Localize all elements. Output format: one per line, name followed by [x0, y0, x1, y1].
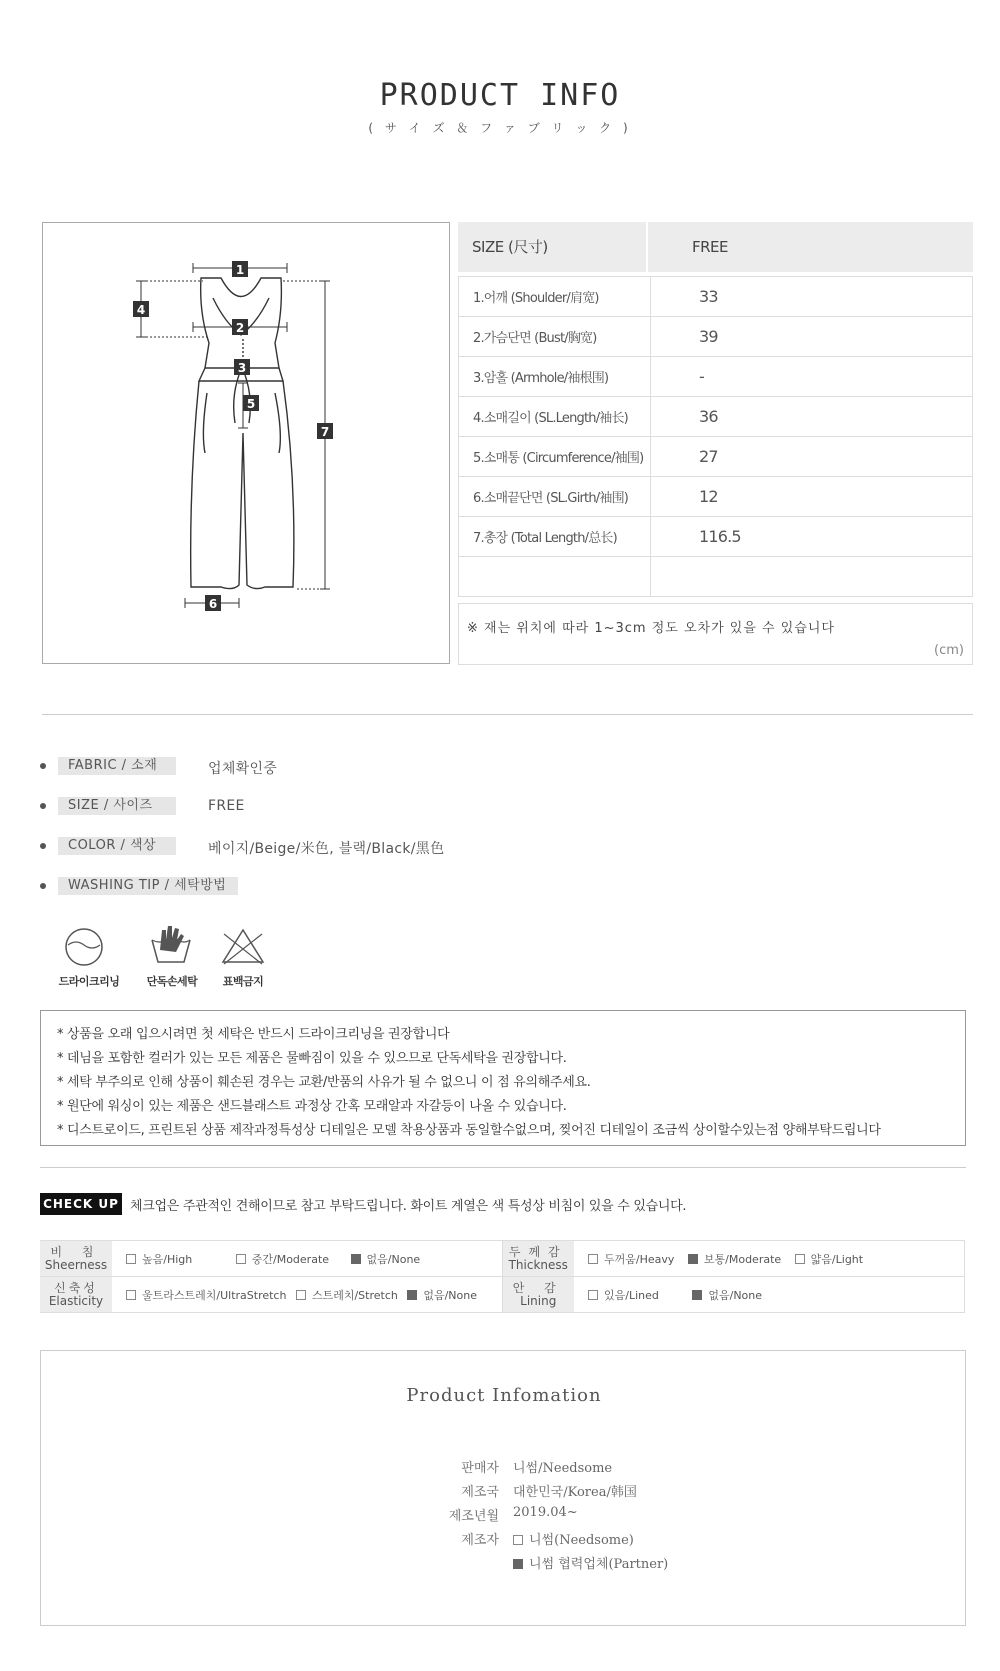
checkbox-icon	[588, 1290, 598, 1300]
option-label: 스트레치/Stretch	[311, 1288, 398, 1302]
table-row	[459, 357, 973, 397]
table-row	[459, 437, 973, 477]
table-row	[459, 477, 973, 517]
marker-6: 6	[208, 597, 218, 611]
elasticity-options	[112, 1277, 502, 1313]
bullet-icon	[40, 883, 46, 889]
option-moderate	[688, 1251, 781, 1267]
option-light	[795, 1251, 863, 1267]
seller-label: 판매자	[461, 1461, 499, 1476]
product-information-box	[40, 1350, 966, 1626]
table-row	[459, 397, 973, 437]
size-header-label: SIZE (尺寸)	[458, 222, 648, 272]
checkup-table	[40, 1240, 965, 1313]
jumpsuit-illustration	[43, 223, 451, 665]
measurement-unit: (cm)	[934, 643, 964, 658]
size-label	[459, 557, 651, 597]
dry-clean-icon	[62, 925, 106, 973]
checkup-text: 체크업은 주관적인 견해이므로 참고 부탁드립니다. 화이트 계열은 색 특성상 비침이 있을 수 있습니다.	[130, 1199, 687, 1214]
size-label: 3.암홀 (Armhole/袖根围)	[459, 357, 651, 397]
care-note: * 세탁 부주의로 인해 상품이 훼손된 경우는 교환/반품의 사유가 될 수 없으니 이 점 유의해주세요.	[57, 1075, 591, 1090]
table-row	[459, 317, 973, 357]
bullet-icon	[40, 803, 46, 809]
checkbox-checked-icon	[692, 1290, 702, 1300]
elasticity-label-kr: 신축성	[54, 1280, 98, 1295]
elasticity-label-en: Elasticity	[48, 1293, 104, 1308]
maker-label: 제조자	[461, 1533, 499, 1548]
fabric-value: 업체확인중	[208, 761, 278, 777]
color-tag: COLOR / 색상	[58, 837, 176, 855]
lining-options	[574, 1277, 965, 1313]
size-label: 1.어깨 (Shoulder/肩宽)	[459, 277, 651, 317]
option-none	[692, 1287, 762, 1303]
hand-wash-icon	[148, 922, 194, 972]
option-label: 울트라스트레치/UltraStretch	[142, 1288, 287, 1302]
size-header-value: FREE	[692, 238, 729, 256]
checkbox-icon	[126, 1254, 136, 1264]
option-none	[351, 1251, 421, 1267]
sheerness-options	[112, 1241, 502, 1277]
option-stretch	[296, 1287, 398, 1303]
marker-2: 2	[235, 321, 245, 335]
maker-option-label: 니썸(Needsome)	[529, 1533, 634, 1548]
elasticity-label	[40, 1277, 112, 1313]
marker-1: 1	[235, 263, 245, 277]
size-label: 2.가슴단면 (Bust/胸宽)	[459, 317, 651, 357]
checkbox-checked-icon	[688, 1254, 698, 1264]
table-row	[459, 277, 973, 317]
checkbox-checked-icon	[351, 1254, 361, 1264]
marker-5: 5	[246, 397, 256, 411]
page-subtitle: ( サ イ ズ ＆ フ ァ ブ リ ッ ク )	[368, 121, 632, 135]
size-value: 36	[651, 397, 973, 437]
marker-4: 4	[136, 303, 146, 317]
sheerness-label-kr: 비 침	[50, 1244, 102, 1259]
bullet-icon	[40, 763, 46, 769]
size-value-text: FREE	[208, 798, 245, 814]
maker-option-2	[513, 1553, 668, 1572]
divider	[42, 714, 973, 715]
checkbox-icon	[126, 1290, 136, 1300]
size-value: 12	[651, 477, 973, 517]
divider	[40, 1167, 966, 1168]
care-note: * 상품을 오래 입으시려면 첫 세탁은 반드시 드라이크리닝을 권장합니다	[57, 1027, 450, 1042]
country-value: 대한민국/Korea/韩国	[513, 1485, 637, 1500]
option-lined	[588, 1287, 659, 1303]
no-bleach-label: 표백금지	[222, 975, 264, 988]
thickness-label-en: Thickness	[508, 1257, 568, 1272]
washing-tip-tag: WASHING TIP / 세탁방법	[58, 877, 238, 895]
option-label: 두꺼움/Heavy	[604, 1252, 675, 1266]
checkbox-icon	[588, 1254, 598, 1264]
size-table	[458, 276, 973, 597]
care-note: * 데님을 포함한 컬러가 있는 모든 제품은 물빠짐이 있을 수 있으므로 단독세탁을 권장합니다.	[57, 1051, 567, 1066]
size-label: 4.소매길이 (SL.Length/袖长)	[459, 397, 651, 437]
option-heavy	[588, 1251, 674, 1267]
no-bleach-icon	[220, 926, 266, 970]
option-label: 보통/Moderate	[703, 1252, 782, 1266]
size-value: 116.5	[651, 517, 973, 557]
product-information-title: Product Infomation	[406, 1385, 602, 1406]
checkup-badge: CHECK UP	[40, 1193, 122, 1215]
table-row	[40, 1277, 965, 1313]
option-label: 얇음/Light	[810, 1252, 864, 1266]
fabric-tag: FABRIC / 소재	[58, 757, 176, 775]
checkbox-icon	[795, 1254, 805, 1264]
table-row	[40, 1241, 965, 1277]
size-table-header	[458, 222, 973, 272]
size-tag: SIZE / 사이즈	[58, 797, 176, 815]
option-moderate	[236, 1251, 329, 1267]
size-value: 33	[651, 277, 973, 317]
option-label: 없음/None	[423, 1288, 477, 1302]
checkbox-icon	[296, 1290, 306, 1300]
thickness-options	[574, 1241, 965, 1277]
option-none	[407, 1287, 477, 1303]
dry-clean-label: 드라이크리닝	[58, 975, 120, 988]
size-label: 5.소매통 (Circumference/袖围)	[459, 437, 651, 477]
maker-option-label: 니썸 협력업체(Partner)	[529, 1557, 669, 1572]
sheerness-label	[40, 1241, 112, 1277]
option-high	[126, 1251, 192, 1267]
size-label: 6.소매끝단면 (SL.Girth/袖围)	[459, 477, 651, 517]
page-title: PRODUCT INFO	[379, 78, 621, 113]
thickness-label	[502, 1241, 574, 1277]
date-value: 2019.04~	[513, 1505, 578, 1520]
checkbox-checked-icon	[407, 1290, 417, 1300]
sheerness-label-en: Sheerness	[44, 1257, 108, 1272]
hand-wash-label: 단독손세탁	[146, 975, 198, 988]
measurement-note-text: ※ 재는 위치에 따라 1~3cm 정도 오차가 있을 수 있습니다	[467, 621, 835, 636]
size-diagram	[42, 222, 450, 664]
option-label: 있음/Lined	[604, 1288, 659, 1302]
marker-7: 7	[320, 425, 330, 439]
checkbox-icon	[513, 1535, 523, 1545]
size-value: 27	[651, 437, 973, 477]
maker-option-1	[513, 1529, 634, 1548]
care-note: * 원단에 워싱이 있는 제품은 샌드블래스트 과정상 간혹 모래알과 자갈등이 나올 수 있습니다.	[57, 1099, 567, 1114]
country-label: 제조국	[461, 1485, 499, 1500]
size-value	[651, 557, 973, 597]
lining-label-en: Lining	[520, 1293, 557, 1308]
date-label: 제조년월	[448, 1509, 499, 1524]
size-label: 7.총장 (Total Length/总长)	[459, 517, 651, 557]
size-value: -	[651, 357, 973, 397]
option-label: 중간/Moderate	[251, 1252, 330, 1266]
measurement-note	[458, 603, 973, 665]
option-label: 없음/None	[366, 1252, 421, 1266]
lining-label-kr: 안 감	[512, 1280, 564, 1295]
option-label: 없음/None	[708, 1288, 763, 1302]
table-row	[459, 557, 973, 597]
checkbox-icon	[236, 1254, 246, 1264]
option-label: 높음/High	[142, 1252, 193, 1266]
color-value: 베이지/Beige/米色, 블랙/Black/黑色	[208, 841, 445, 857]
size-value: 39	[651, 317, 973, 357]
seller-value: 니썸/Needsome	[513, 1461, 613, 1476]
bullet-icon	[40, 843, 46, 849]
table-row	[459, 517, 973, 557]
checkbox-checked-icon	[513, 1559, 523, 1569]
option-ultrastretch	[126, 1287, 286, 1303]
care-note: * 디스트로이드, 프린트된 상품 제작과정특성상 디테일은 모델 착용상품과 동일할수없으며, 찢어진 디테일이 조금씩 상이할수있는점 양해부탁드립니다	[57, 1123, 881, 1138]
care-notes-box	[40, 1010, 966, 1146]
lining-label	[502, 1277, 574, 1313]
thickness-label-kr: 두께감	[508, 1244, 568, 1259]
marker-3: 3	[237, 361, 247, 375]
